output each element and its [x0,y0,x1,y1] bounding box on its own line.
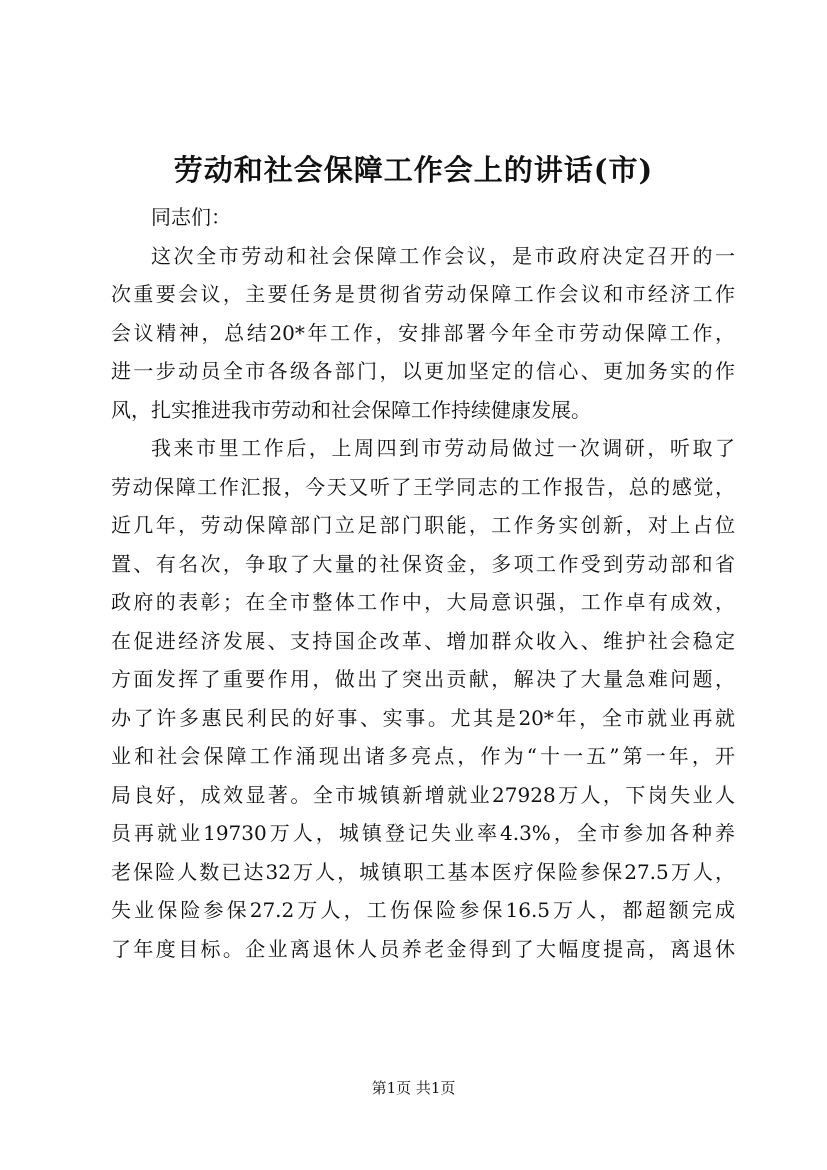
paragraph-line: 劳动保障工作汇报，今天又听了王学同志的工作报告，总的感觉， [111,474,735,499]
paragraph-line: 近几年，劳动保障部门立足部门职能，工作务实创新，对上占位 [111,513,735,537]
paragraph-line: 风，扎实推进我市劳动和社会保障工作持续健康发展。 [111,397,591,422]
paragraph-line: 次重要会议，主要任务是贯彻省劳动保障工作会议和市经济工作 [111,282,735,306]
page-footer: 第1页 共1页 [371,1079,456,1097]
paragraph-line: 进一步动员全市各级各部门，以更加坚定的信心、更加务实的作 [111,359,735,383]
salutation-line: 同志们： [151,205,231,229]
paragraph-line: 员再就业19730万人，城镇登记失业率4.3%，全市参加各种养 [111,821,735,845]
document-title: 劳动和社会保障工作会上的讲话(市) [173,153,654,187]
paragraph-line: 这次全市劳动和社会保障工作会议，是市政府决定召开的一 [151,243,735,268]
paragraph-line: 会议精神，总结20*年工作，安排部署今年全市劳动保障工作， [111,320,735,345]
document-body [111,198,735,968]
paragraph-line: 老保险人数已达32万人，城镇职工基本医疗保险参保27.5万人， [111,859,735,884]
paragraph-line: 方面发挥了重要作用，做出了突出贡献，解决了大量急难问题， [111,667,735,691]
paragraph-line: 在促进经济发展、支持国企改革、增加群众收入、维护社会稳定 [111,628,735,653]
paragraph-line: 置、有名次，争取了大量的社保资金，多项工作受到劳动部和省 [111,551,735,576]
paragraph-line: 失业保险参保27.2万人，工伤保险参保16.5万人，都超额完成 [111,898,735,922]
paragraph-line: 办了许多惠民利民的好事、实事。尤其是20*年，全市就业再就 [111,705,735,730]
paragraph-line: 了年度目标。企业离退休人员养老金得到了大幅度提高，离退休 [111,936,735,961]
paragraph-line: 我来市里工作后，上周四到市劳动局做过一次调研，听取了 [151,436,735,460]
paragraph-line: 政府的表彰；在全市整体工作中，大局意识强，工作卓有成效， [111,590,735,614]
paragraph-line: 业和社会保障工作涌现出诸多亮点，作为“十一五”第一年，开 [111,744,735,768]
paragraph-line: 局良好，成效显著。全市城镇新增就业27928万人，下岗失业人 [111,782,735,807]
